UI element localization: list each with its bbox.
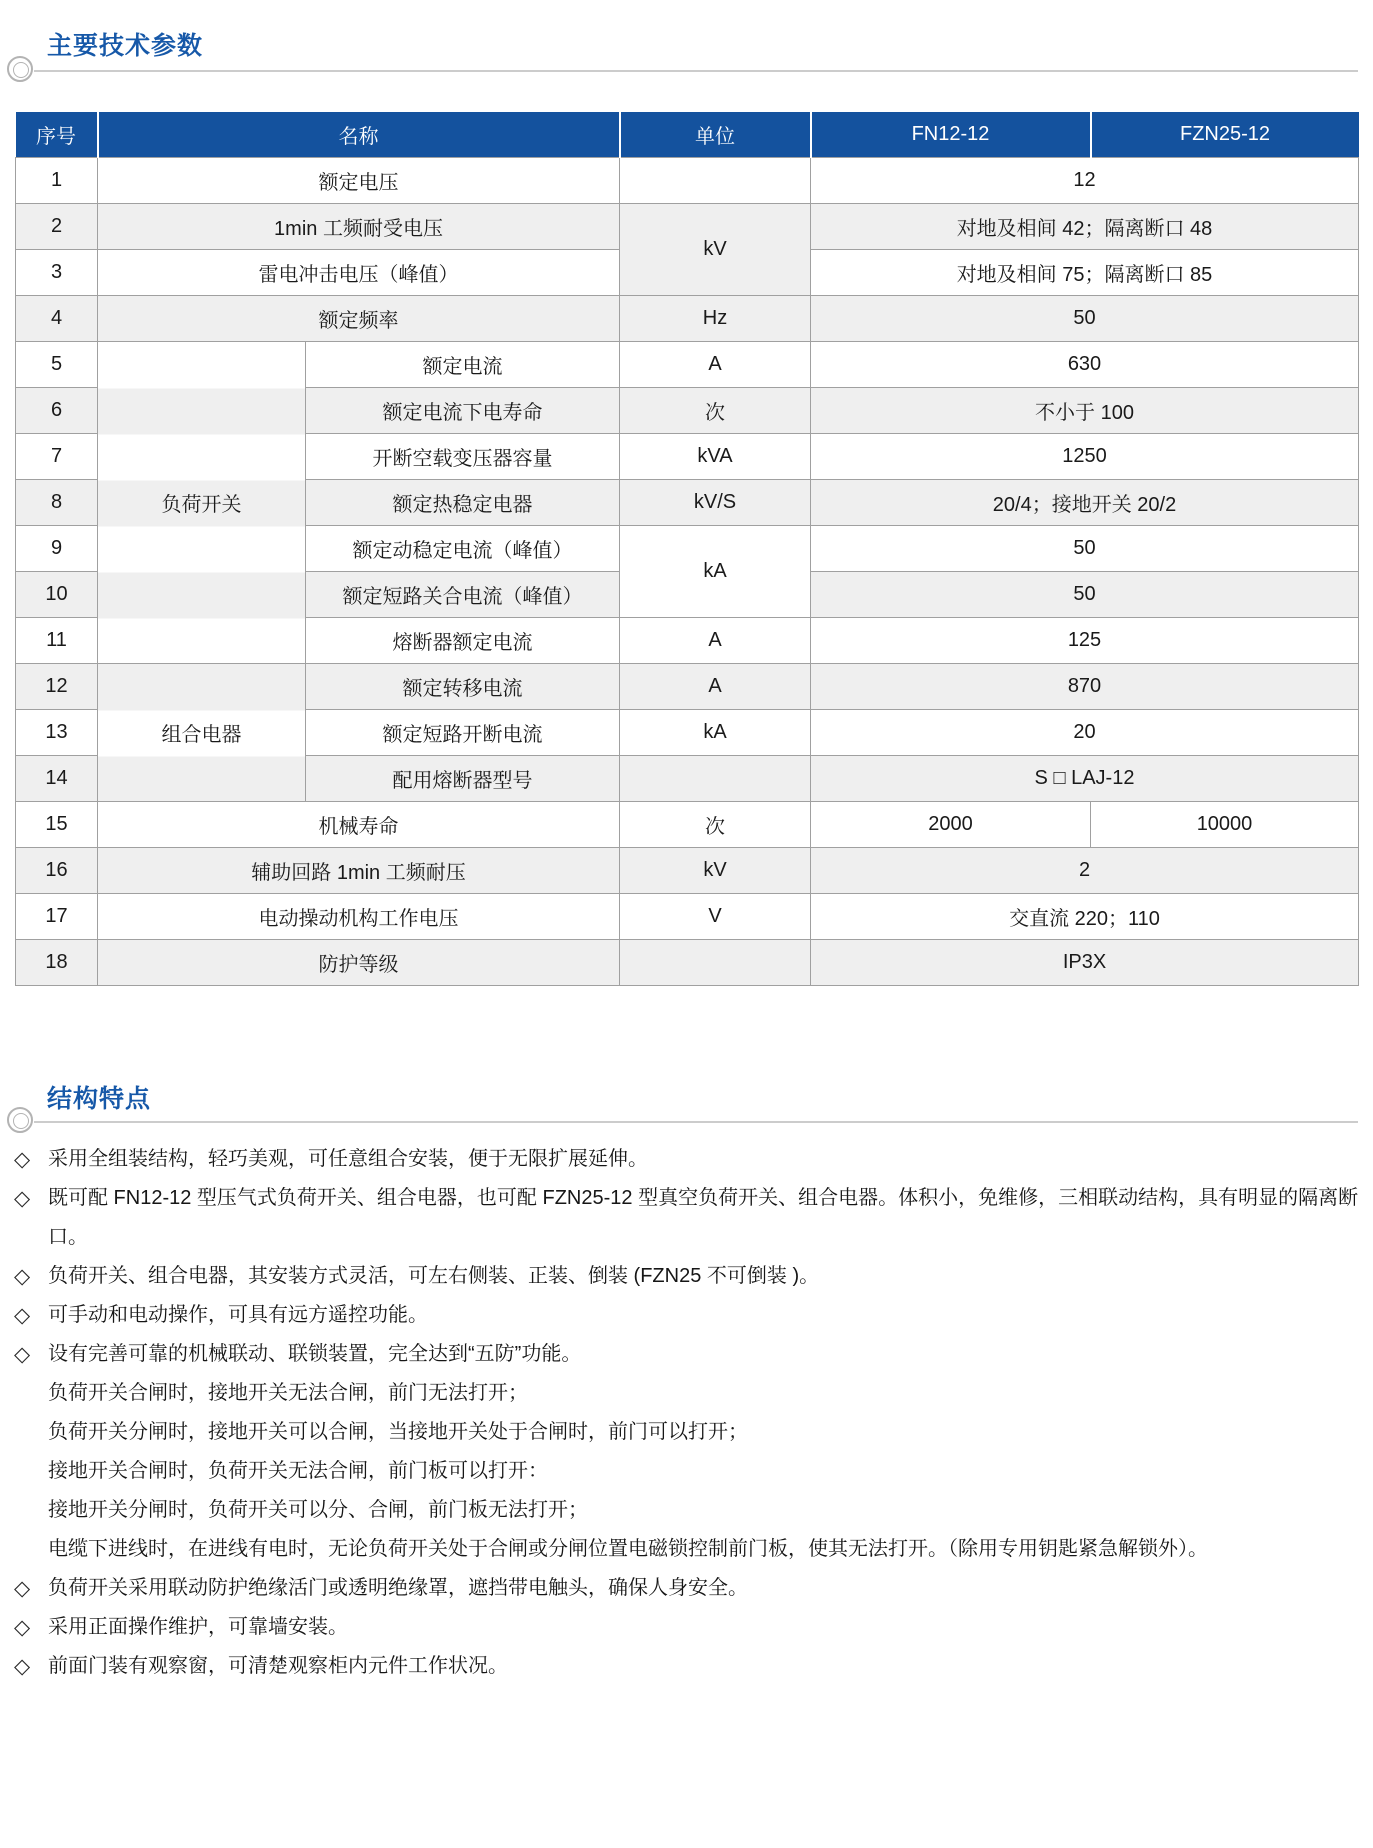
table-cell: 额定频率 xyxy=(98,296,620,342)
diamond-bullet-icon: ◇ xyxy=(14,1343,31,1366)
diamond-bullet-icon: ◇ xyxy=(14,1304,31,1327)
table-cell: 额定短路开断电流 xyxy=(306,710,620,756)
feature-text: 接地开关合闸时，负荷开关无法合闸，前门板可以打开： xyxy=(48,1460,548,1482)
table-cell: 额定热稳定电器 xyxy=(306,480,620,526)
table-cell: 1 xyxy=(16,158,98,204)
feature-text: 采用正面操作维护，可靠墙安装。 xyxy=(48,1616,348,1638)
table-cell: 5 xyxy=(16,342,98,388)
table-cell: 熔断器额定电流 xyxy=(306,618,620,664)
table-cell: 16 xyxy=(16,848,98,894)
table-cell: IP3X xyxy=(811,940,1359,986)
table-cell: 4 xyxy=(16,296,98,342)
feature-item xyxy=(14,1257,1366,1296)
table-row xyxy=(16,204,1359,250)
table-cell: 对地及相间 42；隔离断口 48 xyxy=(811,204,1359,250)
table-cell: 125 xyxy=(811,618,1359,664)
table-cell: 18 xyxy=(16,940,98,986)
feature-subitem xyxy=(14,1413,1366,1452)
table-cell: kV xyxy=(620,848,811,894)
feature-text: 采用全组装结构，轻巧美观，可任意组合安装，便于无限扩展延伸。 xyxy=(48,1148,648,1170)
table-cell: 6 xyxy=(16,388,98,434)
feature-subitem xyxy=(14,1374,1366,1413)
feature-item xyxy=(14,1140,1366,1179)
header-cell-fn12: FN12-12 xyxy=(811,112,1091,158)
feature-item xyxy=(14,1647,1366,1686)
diamond-bullet-icon: ◇ xyxy=(14,1577,31,1600)
section-title-structure-features: 结构特点 xyxy=(47,1085,152,1113)
table-row xyxy=(16,342,1359,388)
table-cell: 15 xyxy=(16,802,98,848)
table-cell: 额定电流 xyxy=(306,342,620,388)
table-row xyxy=(16,158,1359,204)
feature-subitem xyxy=(14,1530,1366,1569)
table-cell: 额定短路关合电流（峰值） xyxy=(306,572,620,618)
table-cell xyxy=(620,940,811,986)
feature-text: 电缆下进线时，在进线有电时，无论负荷开关处于合闸或分闸位置电磁锁控制前门板，使其无法打开。（除用专用钥匙紧急解锁外）。 xyxy=(48,1538,1208,1560)
table-cell: kV/S xyxy=(620,480,811,526)
table-cell: 50 xyxy=(811,296,1359,342)
table-cell: 辅助回路 1min 工频耐压 xyxy=(98,848,620,894)
table-cell: 1min 工频耐受电压 xyxy=(98,204,620,250)
table-cell: A xyxy=(620,618,811,664)
table-cell: 不小于 100 xyxy=(811,388,1359,434)
table-cell: 2 xyxy=(16,204,98,250)
table-cell: 8 xyxy=(16,480,98,526)
table-row xyxy=(16,802,1359,848)
table-cell: kVA xyxy=(620,434,811,480)
feature-subitem xyxy=(14,1491,1366,1530)
table-cell: 雷电冲击电压（峰值） xyxy=(98,250,620,296)
table-row xyxy=(16,848,1359,894)
feature-text: 负荷开关、组合电器，其安装方式灵活，可左右侧装、正装、倒装 (FZN25 不可倒装 )。 xyxy=(48,1265,820,1287)
table-cell: 50 xyxy=(811,572,1359,618)
table-cell: 20/4；接地开关 20/2 xyxy=(811,480,1359,526)
diamond-bullet-icon: ◇ xyxy=(14,1148,31,1171)
table-cell: 12 xyxy=(16,664,98,710)
table-cell: 机械寿命 xyxy=(98,802,620,848)
table-cell: 防护等级 xyxy=(98,940,620,986)
header-cell-fzn25: FZN25-12 xyxy=(1091,112,1359,158)
feature-item xyxy=(14,1296,1366,1335)
table-cell xyxy=(620,158,811,204)
table-cell: kA xyxy=(620,526,811,618)
header-cell-unit: 单位 xyxy=(620,112,811,158)
feature-item xyxy=(14,1335,1366,1374)
table-cell: 2 xyxy=(811,848,1359,894)
table-cell: 2000 xyxy=(811,802,1091,848)
feature-text: 可手动和电动操作，可具有远方遥控功能。 xyxy=(48,1304,428,1326)
table-row xyxy=(16,296,1359,342)
feature-text: 前面门装有观察窗，可清楚观察柜内元件工作状况。 xyxy=(48,1655,508,1677)
table-cell: 电动操动机构工作电压 xyxy=(98,894,620,940)
table-cell: 13 xyxy=(16,710,98,756)
table-cell: 交直流 220；110 xyxy=(811,894,1359,940)
table-cell: 次 xyxy=(620,388,811,434)
feature-text: 既可配 FN12-12 型压气式负荷开关、组合电器，也可配 FZN25-12 型真空负荷开关、组合电器。体积小，免维修，三相联动结构，具有明显的隔离断口。 xyxy=(48,1187,1359,1248)
table-cell: 次 xyxy=(620,802,811,848)
feature-item xyxy=(14,1608,1366,1647)
table-cell: 额定动稳定电流（峰值） xyxy=(306,526,620,572)
feature-item xyxy=(14,1569,1366,1608)
group-cell-load-switch: 负荷开关 xyxy=(98,342,306,664)
table-cell: 50 xyxy=(811,526,1359,572)
feature-text: 负荷开关分闸时，接地开关可以合闸，当接地开关处于合闸时，前门可以打开； xyxy=(48,1421,748,1443)
table-cell: 额定电压 xyxy=(98,158,620,204)
divider-line xyxy=(34,1121,1358,1123)
table-cell: 1250 xyxy=(811,434,1359,480)
table-cell: 对地及相间 75；隔离断口 85 xyxy=(811,250,1359,296)
table-cell: kA xyxy=(620,710,811,756)
table-cell: 630 xyxy=(811,342,1359,388)
divider-line xyxy=(34,70,1358,72)
section-title-main-params: 主要技术参数 xyxy=(47,32,204,60)
group-cell-combined: 组合电器 xyxy=(98,664,306,802)
structure-features-list xyxy=(14,1140,1366,1686)
table-cell: 11 xyxy=(16,618,98,664)
table-cell: 20 xyxy=(811,710,1359,756)
table-cell: 870 xyxy=(811,664,1359,710)
table-cell: kV xyxy=(620,204,811,296)
table-cell xyxy=(620,756,811,802)
diamond-bullet-icon: ◇ xyxy=(14,1265,31,1288)
table-cell: S □ LAJ-12 xyxy=(811,756,1359,802)
table-row xyxy=(16,894,1359,940)
divider-circle-icon xyxy=(7,56,33,82)
table-header-row xyxy=(16,112,1359,158)
table-cell: 开断空载变压器容量 xyxy=(306,434,620,480)
diamond-bullet-icon: ◇ xyxy=(14,1655,31,1678)
table-cell: 12 xyxy=(811,158,1359,204)
table-cell: V xyxy=(620,894,811,940)
table-cell: 额定转移电流 xyxy=(306,664,620,710)
table-cell: Hz xyxy=(620,296,811,342)
table-cell: 10000 xyxy=(1091,802,1359,848)
tech-params-table xyxy=(15,112,1359,986)
diamond-bullet-icon: ◇ xyxy=(14,1187,31,1210)
table-cell: 9 xyxy=(16,526,98,572)
table-cell: A xyxy=(620,342,811,388)
feature-subitem xyxy=(14,1452,1366,1491)
diamond-bullet-icon: ◇ xyxy=(14,1616,31,1639)
table-cell: 配用熔断器型号 xyxy=(306,756,620,802)
feature-item xyxy=(14,1179,1366,1257)
table-cell: 3 xyxy=(16,250,98,296)
table-row xyxy=(16,940,1359,986)
table-cell: A xyxy=(620,664,811,710)
divider-circle-icon xyxy=(7,1107,33,1133)
table-cell: 10 xyxy=(16,572,98,618)
feature-text: 负荷开关采用联动防护绝缘活门或透明绝缘罩，遮挡带电触头，确保人身安全。 xyxy=(48,1577,748,1599)
feature-text: 负荷开关合闸时，接地开关无法合闸，前门无法打开； xyxy=(48,1382,528,1404)
table-cell: 额定电流下电寿命 xyxy=(306,388,620,434)
header-cell-name: 名称 xyxy=(98,112,620,158)
table-row xyxy=(16,664,1359,710)
table-cell: 17 xyxy=(16,894,98,940)
table-cell: 7 xyxy=(16,434,98,480)
feature-text: 设有完善可靠的机械联动、联锁装置，完全达到“五防”功能。 xyxy=(48,1343,582,1365)
header-cell-no: 序号 xyxy=(16,112,98,158)
table-cell: 14 xyxy=(16,756,98,802)
feature-text: 接地开关分闸时，负荷开关可以分、合闸，前门板无法打开； xyxy=(48,1499,588,1521)
